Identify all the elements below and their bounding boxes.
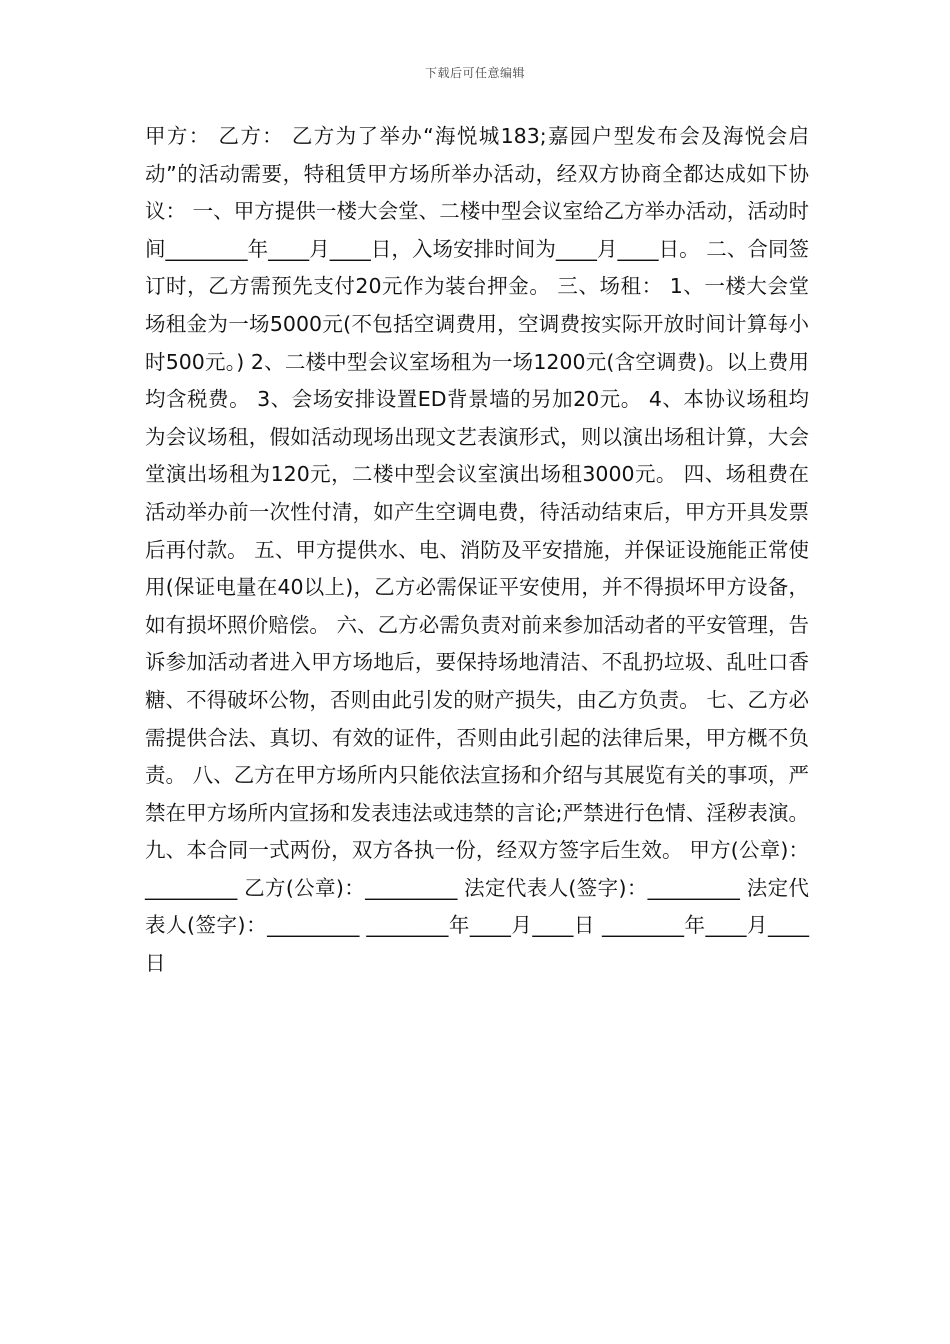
contract-body-text: 甲方： 乙方： 乙方为了举办“海悦城183;嘉园户型发布会及海悦会启动”的活动需要，特租赁甲方场所举办活动，经双方协商全都达成如下协议： 一、甲方提供一楼大会堂、二楼中型会议室给乙方举办活动，活动时间________年____月____日，入场安排时间为____月____日。 二、合同签订时，乙方需预先支付20元作为装台押金。 三、场租： 1、一楼大会堂场租金为一场5000元(不包括空调费用，空调费按实际开放时间计算每小时500元。) 2、二楼中型会议室场租为一场1200元(含空调费)。以上费用均含税费。 3、会场安排设置ED背景墙的另加20元。 4、本协议场租均为会议场租，假如活动现场出现文艺表演形式，则以演出场租计算，大会堂演出场租为120元，二楼中型会议室演出场租3000元。 四、场租费在活动举办前一次性付清，如产生空调电费，待活动结束后，甲方开具发票后再付款。 五、甲方提供水、电、消防及平安措施，并保证设施能正常使用(保证电量在40以上)，乙方必需保证平安使用，并不得损坏甲方设备，如有损坏照价赔偿。 六、乙方必需负责对前来参加活动者的平安管理，告诉参加活动者进入甲方场地后，要保持场地清洁、不乱扔垃圾、乱吐口香糖、不得破坏公物，否则由此引发的财产损失，由乙方负责。 七、乙方必需提供合法、真切、有效的证件，否则由此引起的法律后果，甲方概不负责。 八、乙方在甲方场所内只能依法宣扬和介绍与其展览有关的事项，严禁在甲方场所内宣扬和发表违法或违禁的言论;严禁进行色情、淫秽表演。 九、本合同一式两份，双方各执一份，经双方签字后生效。 甲方(公章)：_________ 乙方(公章)：_________ 法定代表人(签字)：_________ 法定代表人(签字)：_________ ________年____月____日 ________年____月____日 <box>145 124 809 976</box>
header-note: 下载后可任意编辑 <box>424 66 525 80</box>
